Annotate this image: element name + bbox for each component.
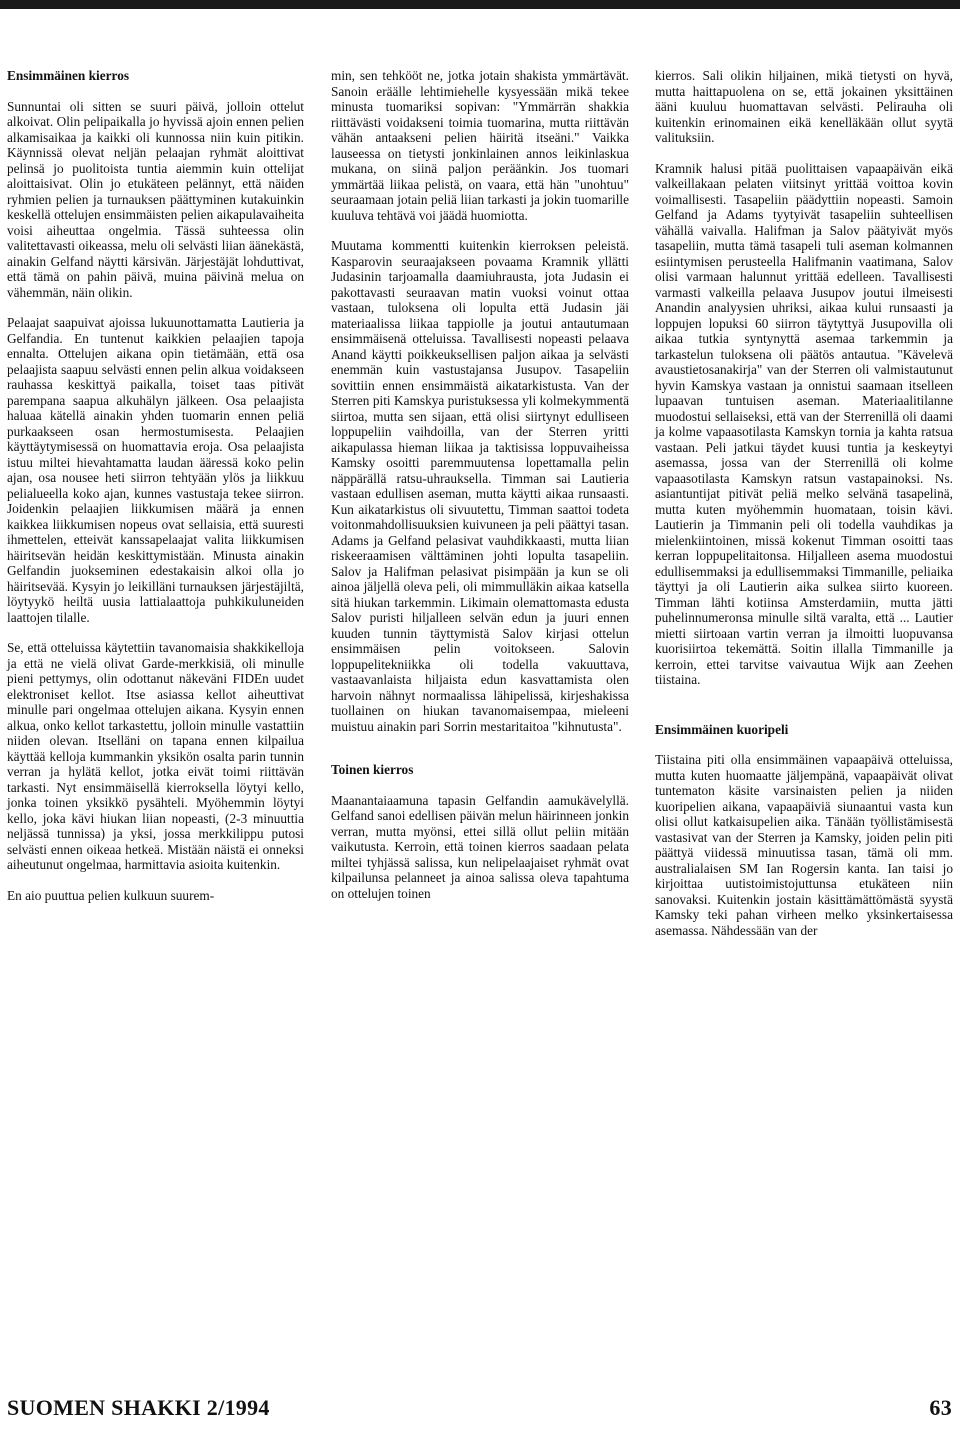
paragraph: kierros. Sali olikin hiljainen, mikä tietysti on hyvä, mutta haittapuolena on se, että jokainen yksittäinen ääni kuuluu huomattavan selvästi. Pelirauha oli kuitenkin erinomainen eikä kenelläkään ollut syytä valituksiin. — [655, 68, 953, 145]
column-3 — [655, 68, 953, 953]
column-2 — [331, 68, 629, 916]
page-footer — [7, 1395, 957, 1425]
paragraph: Maanantaiaamuna tapasin Gelfandin aamukävelyllä. Gelfand sanoi edellisen päivän melun häirinneen jonkin verran, mutta myönsi, ettei sillä ollut peliin mitään vaikutusta. Kerroin, että toinen kierros saadaan pelata miltei tyhjässä salissa, kun nelipelaajaiset ryhmät ovat kilpailunsa pelanneet ja ainoa salissa oleva tapahtuma on ottelujen toinen — [331, 792, 629, 901]
section-heading-first-adjourned-game: Ensimmäinen kuoripeli — [655, 721, 789, 737]
magazine-title: SUOMEN SHAKKI 2/1994 — [7, 1395, 270, 1420]
paragraph: Sunnuntai oli sitten se suuri päivä, jolloin ottelut alkoivat. Olin pelipaikalla jo hyvissä ajoin ennen pelien alkamisaikaa ja kaikki oli kunnossa niin kuin pitikin. Käynnissä olevat neljän pelaajan ryhmät aloittivat pelinsä jo puolitoista tuntia aiemmin kuin ottelijat aloittaisivat. Olin jo etukäteen pelännyt, että näiden ryhmien pelien ja turnauksen päättyminen kutakuinkin keskellä ottelujen ensimmäisten pelien aikapulavaiheita voisi aiheuttaa ongelmia. Tässä suhteessa olin valitettavasti oikeassa, melu oli selvästi liian äänekästä, ainakin Gelfand näytti kärsivän. Järjestäjät lohduttivat, että tämä on pahin päivä, muina päivinä melua on vähemmän, näin olikin. — [7, 98, 304, 300]
paragraph: En aio puuttua pelien kulkuun suurem- — [7, 887, 215, 903]
page-number: 63 — [929, 1395, 952, 1420]
paragraph: Muutama kommentti kuitenkin kierroksen peleistä. Kasparovin seuraajakseen povaama Kramnik yllätti Judasinin tarjoamalla daamiuhrausta, jota Judasin ei pakottavasti seuraavan matin vuoksi voinut ottaa vastaan, tuloksena oli lopulta että Judasin jäi materiaalissa liikaa tappiolle ja joutui antautumaan ensimmäisenä otteluissa. Tavallisesti nopeasti pelaava Anand käytti poikkeuksellisen paljon aikaa ja selvästi enemmän kuin vastustajansa Jusupov. Tasapeliin sovittiin ennen ensimmäistä aikatarkistusta. Van der Sterren piti Kamskya puristuksessa yli kolmekymmentä siirtoa, mutta sen sijaan, että olisi siirtynyt edulliseen loppupeliin vaihdoilla, van der Sterren yritti aikapulassa hieman liikaa ja taktisissa loppuvaiheissa Kamsky osoitti paremmuutensa lopettamalla pelin näppärällä ratsu-uhrauksella. Timman sai Lautieria vastaan edullisen aseman, mutta käytti aikaa runsaasti. Kun aikatarkistus oli sivuutettu, Timman saattoi todeta voitonmahdollisuuksien kuivuneen ja peli päättyi tasan. Adams ja Gelfand pelasivat vauhdikkaasti, mutta liian riskeeraamisen välttäminen johti lopulta tasapeliin. Salov ja Halifman pelasivat pisimpään ja kun se oli ainoa jäljellä oleva peli, oli mimmulläkin aikaa katsella sitä hiukan tarkemmin. Likimain olemattomasta edusta Salov puristi hiljalleen selvän edun ja juuri ennen kuuden tunnin täyttymistä Salov kirjasi ottelun ensimmäisen pelin voitokseen. Salovin loppupelitekniikka oli todella vakuuttava, vastaavanlaista hiljaista edun kasvattamista olen harvoin nähnyt normaalissa lähipelissä, kirjeshakissa tuollainen on hiukan tavanomaisempaa, mieleeni muistuu ainakin pari Sorrin mestaritaitoa "kihnutusta". — [331, 238, 629, 734]
column-1 — [7, 68, 304, 918]
paragraph: Kramnik halusi pitää puolittaisen vapaapäivän eikä valkeillakaan pelaten viitsinyt yrittää voittoa kovin voimallisesti. Tasapeliin päädyttiin nopeasti. Samoin Gelfand ja Adams tyytyivät tasapeliin suhteellisen vähällä vaivalla. Halifman ja Salov päätyivät myös tasapeliin, mutta tämä tasapeli tuli aseman kolmannen esiintymisen perusteella Halifmanin vaatimana, Salov olisi varmaan halunnut yrittää edelleen. Tavallisesti varmasti valkeilla pelaava Jusupov joutui ilmeisesti Anandin analyysien uhriksi, aikaa kului runsaasti ja loppujen lopuksi 60 siirron täytyttyä Jusupovilla oli aikaa tutkia syntynyttä asemaa tarkemmin ja tarkastelun tuloksena oli päätös antautua. "Kävelevä avaustietosanakirja" van der Sterren oli valmistautunut hyvin Kamskya vastaan ja onnistui saamaan itselleen lupaavan tuntuisen aseman. Materiaalitilanne muodostui sellaiseksi, että van der Sterrenillä oli daami ja kolme vapaasotilasta Kamskyn tornia ja kahta ratsua vastaan. Peli jatkui täydet kuusi tuntia ja keskeytyi asemassa, jossa van der Sterrenillä oli kolme vapaasotilasta Kamskyn ratsun vastapainoksi. Ns. asiantuntijat pitivät peliä melko selvänä tasapelinä, mutta kuten myöhemmin huomataan, toisin kävi. Lautierin ja Timmanin peli oli todella vauhdikas ja mielenkiintoinen, missä kokenut Timman osoitti taas kerran loppupelitaitonsa. Hiljalleen asema muodostui edullisemmaksi ja edullisemmaksi Timmanille, peliaika täyttyi ja oli Lautierin aika sulkea siirto kuoreen. Timman lähti kotiinsa Amsterdamiin, mutta jätti puhelinnumeronsa minulle siltä varalta, että ... Lautier mietti siirtoaan vartin verran ja ilmoitti luopuvansa kuorisiirtoa tekemättä. Soitin illalla Timmanille ja kerroin, ettei tarvitse vaivautua Wijk aan Zeehen tiistaina. — [655, 160, 953, 687]
paragraph: min, sen tehkööt ne, jotka jotain shakista ymmärtävät. Sanoin eräälle lehtimiehelle kysyessään mikä tekee minusta tuomariksi sopivan: "Ymmärrän shakkia riittävästi voidakseni toimia tuomarina, mutta riittävän vähän antaakseni pelien häiritä itseäni." Vaikka lauseessa on tietysti jonkinlainen annos leikinlaskua mukana, on siinä paljon peräänkin. Jos tuomari ymmärtää liikaa pelistä, on vaara, että hän "unohtuu" seuraamaan jotain peliä liian tarkasti ja jokin tuomarille kuuluva tehtävä voi jäädä huomiotta. — [331, 68, 629, 223]
section-heading-first-round: Ensimmäinen kierros — [7, 68, 130, 83]
paragraph: Pelaajat saapuivat ajoissa lukuunottamatta Lautieria ja Gelfandia. En tuntenut kaikkien pelaajien tapoja ennalta. Ottelujen aikana opin tietämään, että osa pelaajista saapuu selvästi ennen pelin alkua voidakseen rauhassa keskittyä paikalla, toiset taas pitivät parempana saapua alkuhälyn jälkeen. Osa pelaajista haluaa kätellä ainakin yhden tuomarin ennen peliä purkaakseen osan hermostumisesta. Pelaajien käyttäytymisessä on huomattavia eroja. Osa pelaajista istuu miltei hievahtamatta laudan ääressä koko pelin ajan, osa nousee heti siirron tehtyään ylös ja liikkuu pelialueella koko ajan, kunnes vastustaja tekee siirron. Joidenkin pelaajien liikkumisen määrä ja ennen kaikkea liikkumisen nopeus ovat sellaisia, että suuresti ihmettelen, etteivät kanssapelaajat valita liikkumisen häiritsevän heidän keskittymistään. Minusta ainakin Gelfandin juokseminen edestakaisin alkoi olla jo häiritsevää. Kysyin jo leikilläni turnauksen järjestäjiltä, löytyykö heiltä uusia lattialaattoja puhkikuluneiden laattojen tilalle. — [7, 315, 304, 625]
top-rule — [0, 0, 960, 9]
section-heading-second-round: Toinen kierros — [331, 762, 414, 777]
paragraph: Tiistaina piti olla ensimmäinen vapaapäivä otteluissa, mutta kuten huomaatte jäljempänä, vapaapäivät olivat tuntematon käsite varsinaisten pelien ja niiden kuoripelien aikana, vapaapäiviä siunaantui vasta kun olisi ollut katkaisupelien aika. Tänään työllistämisestä vastasivat van der Sterren ja Kamsky, joiden pelin piti päättyä viidessä minuutissa tasan, tämä oli mm. australialaisen SM Ian Rogersin kanta. Ian taisi jo kirjoittaa uutistoimistojuttunsa etukäteen niin sanovaksi. Kuitenkin jostain käsittämättömästä syystä Kamsky teki pahan virheen melko yksinkertaisessa asemassa. Nähdessään van der — [655, 752, 953, 938]
paragraph: Se, että otteluissa käytettiin tavanomaisia shakkikelloja ja että ne vielä olivat Garde-merkkisiä, oli minulle pieni pettymys, olin odottanut näkeväni FIDEn uudet elektroniset kellot. Itse asiassa kellot aiheuttivat minulle pari ongelmaa ottelujen aikana. Kysyin ennen alkua, onko kellot tarkastettu, jolloin minulle vastattiin niiden olevan. Itselläni on tapana ennen kilpailua käyttää kelloja kummankin yksikön osalta parin tunnin verran ja hylätä kellot, jotka eivät toimi riittävän tarkasti. Nyt ensimmäisellä kierroksella löytyi kello, jonka toinen yksikkö pysähteli. Myöhemmin löytyi kello, joka kävi hiukan liian nopeasti, (2-3 minuuttia neljässä tunnissa) ja yksi, jossa merkkilippu putosi selvästi ennen oikeaa hetkeä. Mistään näistä ei onneksi aiheutunut ongelmaa, harmittavia asioita kuitenkin. — [7, 640, 304, 872]
